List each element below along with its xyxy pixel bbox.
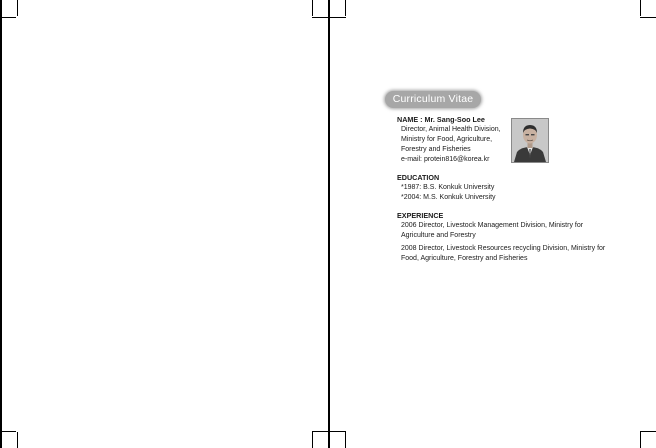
education-section [397,173,496,203]
education-item: *2004: M.S. Konkuk University [401,194,496,201]
crop-mark [640,0,641,16]
experience-line: 2008 Director, Livestock Resources recycling Division, Ministry for [401,245,606,252]
position-line: Director, Animal Health Division, [401,126,501,133]
crop-mark [312,432,313,448]
crop-mark [345,432,346,448]
crop-mark [312,0,313,16]
crop-mark [17,0,18,16]
profile-photo [511,118,549,163]
experience-section [397,211,605,264]
crop-mark [17,432,18,448]
experience-item [397,244,605,264]
position-line: Forestry and Fisheries [401,146,471,153]
crop-mark [330,431,346,432]
position-line: Ministry for Food, Agriculture, [401,136,493,143]
person-portrait-icon [512,119,548,162]
cv-title-badge: Curriculum Vitae [385,91,481,108]
crop-mark [330,17,346,18]
email-line: e-mail: protein816@korea.kr [401,156,490,163]
crop-mark [640,17,656,18]
crop-mark [0,431,16,432]
crop-mark [640,432,641,448]
crop-mark [312,17,328,18]
name-heading: NAME : Mr. Sang-Soo Lee [397,115,485,124]
experience-line: 2006 Director, Livestock Management Division, Ministry for [401,222,584,229]
page-fold-line [328,0,330,448]
name-section [397,115,501,165]
experience-line: Food, Agriculture, Forestry and Fisheries [401,255,528,262]
experience-item [397,221,605,241]
experience-heading: EXPERIENCE [397,211,444,220]
education-item: *1987: B.S. Konkuk University [401,184,495,191]
crop-mark [345,0,346,16]
education-heading: EDUCATION [397,173,440,182]
left-edge-line [0,0,2,448]
crop-mark [312,431,328,432]
experience-line: Agriculture and Forestry [401,232,476,239]
crop-mark [640,431,656,432]
crop-mark [0,17,16,18]
